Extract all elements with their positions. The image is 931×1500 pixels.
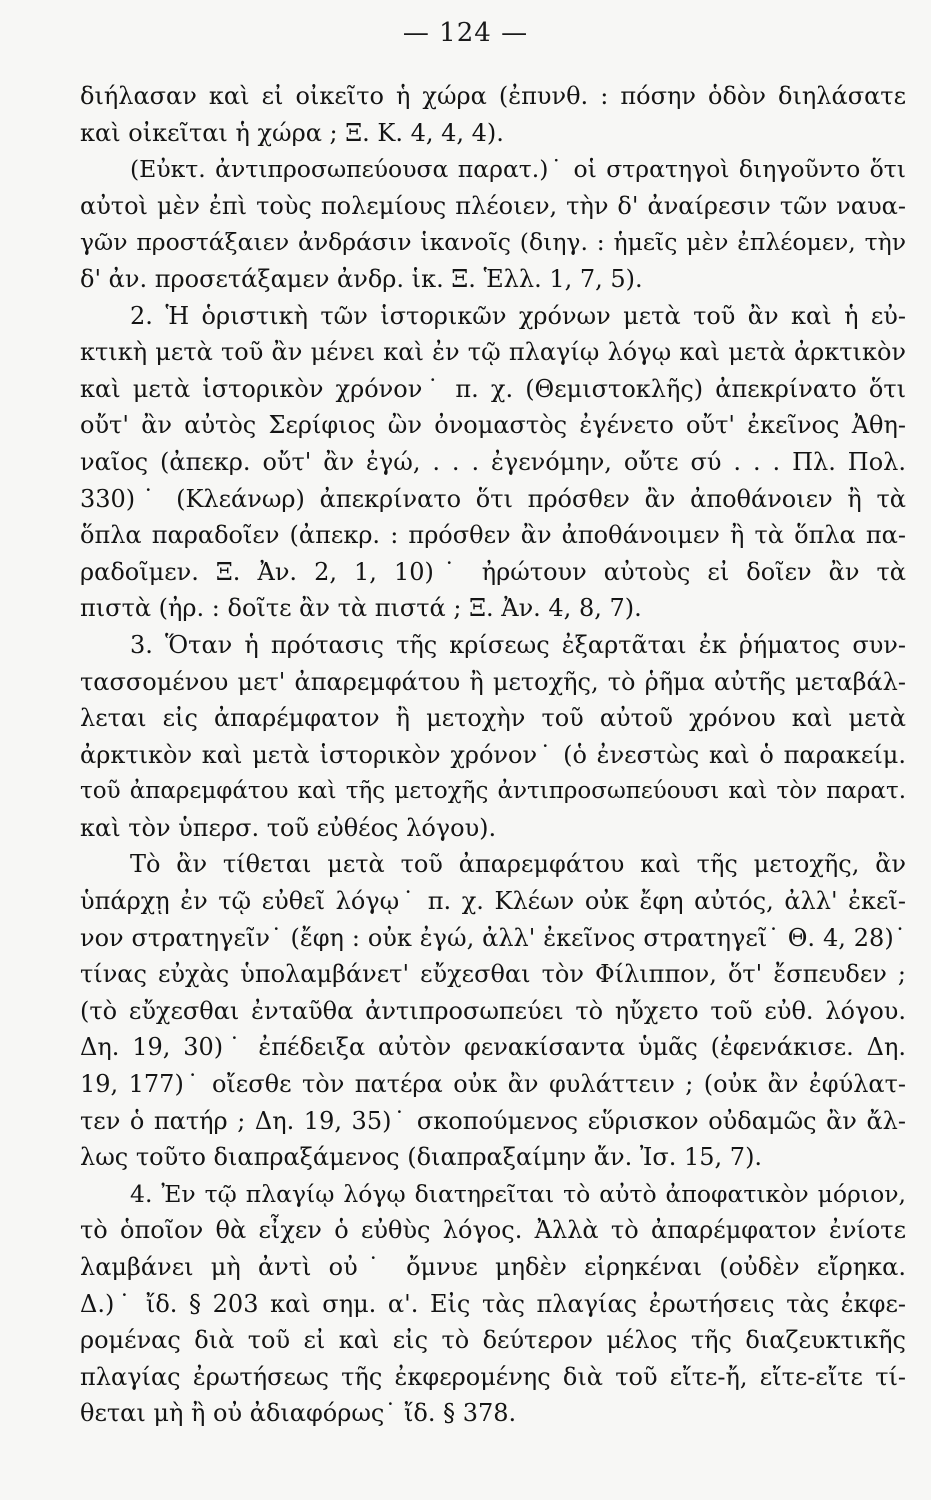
text-line: διήλασαν καὶ εἰ οἰκεῖτο ἡ χώρα (ἐπυνθ. : πόσην ὁδὸν διηλάσατε — [80, 82, 906, 110]
text-line: κτικὴ μετὰ τοῦ ἂν μένει καὶ ἐν τῷ πλαγίῳ λόγῳ καὶ μετὰ ἀρκτικὸν — [80, 338, 906, 367]
text-line: τοῦ ἀπαρεμφάτου καὶ τῆς μετοχῆς ἀντιπροσωπεύουσι καὶ τὸν παρατ. — [80, 778, 906, 805]
text-line: ρομένας διὰ τοῦ εἰ καὶ εἰς τὸ δεύτερον μέλος τῆς διαζευκτικῆς — [80, 1326, 906, 1355]
text-line: λως τοῦτο διαπραξάμενος (διαπραξαίμην ἄν. Ἰσ. 15, 7). — [80, 1143, 763, 1172]
text-line: ὅπλα παραδοῖεν (ἀπεκρ. : πρόσθεν ἂν ἀποθάνοιμεν ἢ τὰ ὅπλα πα- — [80, 521, 906, 550]
page-number: — 124 — — [402, 18, 529, 48]
text-line: τὸ ὁποῖον θὰ εἶχεν ὁ εὐθὺς λόγος. Ἀλλὰ τὸ ἀπαρέμφατον ἐνίοτε — [80, 1216, 906, 1245]
text-line: τεν ὁ πατήρ ; Δη. 19, 35)˙ σκοπούμενος εὕρισκον οὐδαμῶς ἂν ἄλ- — [80, 1106, 906, 1135]
text-line: Δ.)˙ ἴδ. § 203 καὶ σημ. α'. Εἰς τὰς πλαγίας ἐρωτήσεις τὰς ἐκφε- — [80, 1289, 906, 1318]
text-line: ἀρκτικὸν καὶ μετὰ ἱστορικὸν χρόνον˙ (ὁ ἐνεστὼς καὶ ὁ παρακείμ. — [80, 740, 906, 769]
text-line: 4. Ἐν τῷ πλαγίῳ λόγῳ διατηρεῖται τὸ αὐτὸ ἀποφατικὸν μόριον, — [130, 1179, 906, 1208]
text-line: (τὸ εὔχεσθαι ἐνταῦθα ἀντιπροσωπεύει τὸ ηὔχετο τοῦ εὐθ. λόγου. — [80, 996, 906, 1025]
text-line: ναῖος (ἀπεκρ. οὔτ' ἂν ἐγώ, . . . ἐγενόμην, οὔτε σύ . . . Πλ. Πολ. — [80, 447, 906, 476]
body-text — [80, 78, 906, 1432]
text-line: τασσομένου μετ' ἀπαρεμφάτου ἢ μετοχῆς, τὸ ῥῆμα αὐτῆς μεταβάλ- — [80, 667, 906, 696]
text-line: καὶ οἰκεῖται ἡ χώρα ; Ξ. Κ. 4, 4, 4). — [80, 118, 504, 147]
text-line: ὑπάρχῃ ἐν τῷ εὐθεῖ λόγῳ˙ π. χ. Κλέων οὐκ ἔφη αὐτός, ἀλλ' ἐκεῖ- — [80, 887, 906, 916]
text-line: 330)˙ (Κλεάνωρ) ἀπεκρίνατο ὅτι πρόσθεν ἂν ἀποθάνοιεν ἢ τὰ — [80, 484, 906, 513]
text-line: Δη. 19, 30)˙ ἐπέδειξα αὐτὸν φενακίσαντα ὑμᾶς (ἐφενάκισε. Δη. — [80, 1033, 906, 1062]
text-line: Τὸ ἂν τίθεται μετὰ τοῦ ἀπαρεμφάτου καὶ τῆς μετοχῆς, ἂν — [130, 850, 906, 879]
text-line: αὐτοὶ μὲν ἐπὶ τοὺς πολεμίους πλέοιεν, τὴν δ' ἀναίρεσιν τῶν ναυα- — [80, 191, 906, 220]
text-line: γῶν προστάξαιεν ἀνδράσιν ἱκανοῖς (διηγ. : ἡμεῖς μὲν ἐπλέομεν, τὴν — [80, 228, 906, 257]
text-line: (Εὐκτ. ἀντιπροσωπεύουσα παρατ.)˙ οἱ στρατηγοὶ διηγοῦντο ὅτι — [130, 155, 906, 184]
text-line: λαμβάνει μὴ ἀντὶ οὐ˙ ὄμνυε μηδὲν εἰρηκέναι (οὐδὲν εἴρηκα. — [80, 1253, 906, 1281]
text-line: λεται εἰς ἀπαρέμφατον ἢ μετοχὴν τοῦ αὐτοῦ χρόνου καὶ μετὰ — [80, 704, 906, 733]
text-line: πλαγίας ἐρωτήσεως τῆς ἐκφερομένης διὰ τοῦ εἴτε-ἤ, εἴτε-εἴτε τί- — [80, 1362, 906, 1391]
text-line: καὶ τὸν ὑπερσ. τοῦ εὐθέος λόγου). — [80, 813, 497, 842]
text-line: 2. Ἡ ὁριστικὴ τῶν ἱστορικῶν χρόνων μετὰ τοῦ ἂν καὶ ἡ εὐ- — [130, 301, 906, 330]
text-line: νον στρατηγεῖν˙ (ἔφη : οὐκ ἐγώ, ἀλλ' ἐκεῖνος στρατηγεῖ˙ Θ. 4, 28)˙ — [80, 923, 906, 952]
text-line: ραδοῖμεν. Ξ. Ἀν. 2, 1, 10)˙ ἠρώτουν αὐτοὺς εἰ δοῖεν ἂν τὰ — [80, 557, 906, 586]
text-line: καὶ μετὰ ἱστορικὸν χρόνον˙ π. χ. (Θεμιστοκλῆς) ἀπεκρίνατο ὅτι — [80, 374, 906, 403]
text-line: πιστὰ (ἠρ. : δοῖτε ἂν τὰ πιστά ; Ξ. Ἀν. 4, 8, 7). — [80, 594, 642, 623]
text-line: 3. Ὅταν ἡ πρότασις τῆς κρίσεως ἐξαρτᾶται ἐκ ῥήματος συν- — [130, 630, 906, 659]
text-line: 19, 177)˙ οἴεσθε τὸν πατέρα οὐκ ἂν φυλάττειν ; (οὐκ ἂν ἐφύλατ- — [80, 1070, 906, 1099]
text-line: θεται μὴ ἢ οὐ ἀδιαφόρως˙ ἴδ. § 378. — [80, 1399, 517, 1428]
text-line: τίνας εὐχὰς ὑπολαμβάνετ' εὔχεσθαι τὸν Φίλιππον, ὅτ' ἔσπευδεν ; — [80, 960, 906, 989]
text-line: δ' ἀν. προσετάξαμεν ἀνδρ. ἱκ. Ξ. Ἑλλ. 1, 7, 5). — [80, 264, 643, 293]
text-line: οὔτ' ἂν αὐτὸς Σερίφιος ὢν ὀνομαστὸς ἐγένετο οὔτ' ἐκεῖνος Ἀθη- — [80, 411, 906, 440]
